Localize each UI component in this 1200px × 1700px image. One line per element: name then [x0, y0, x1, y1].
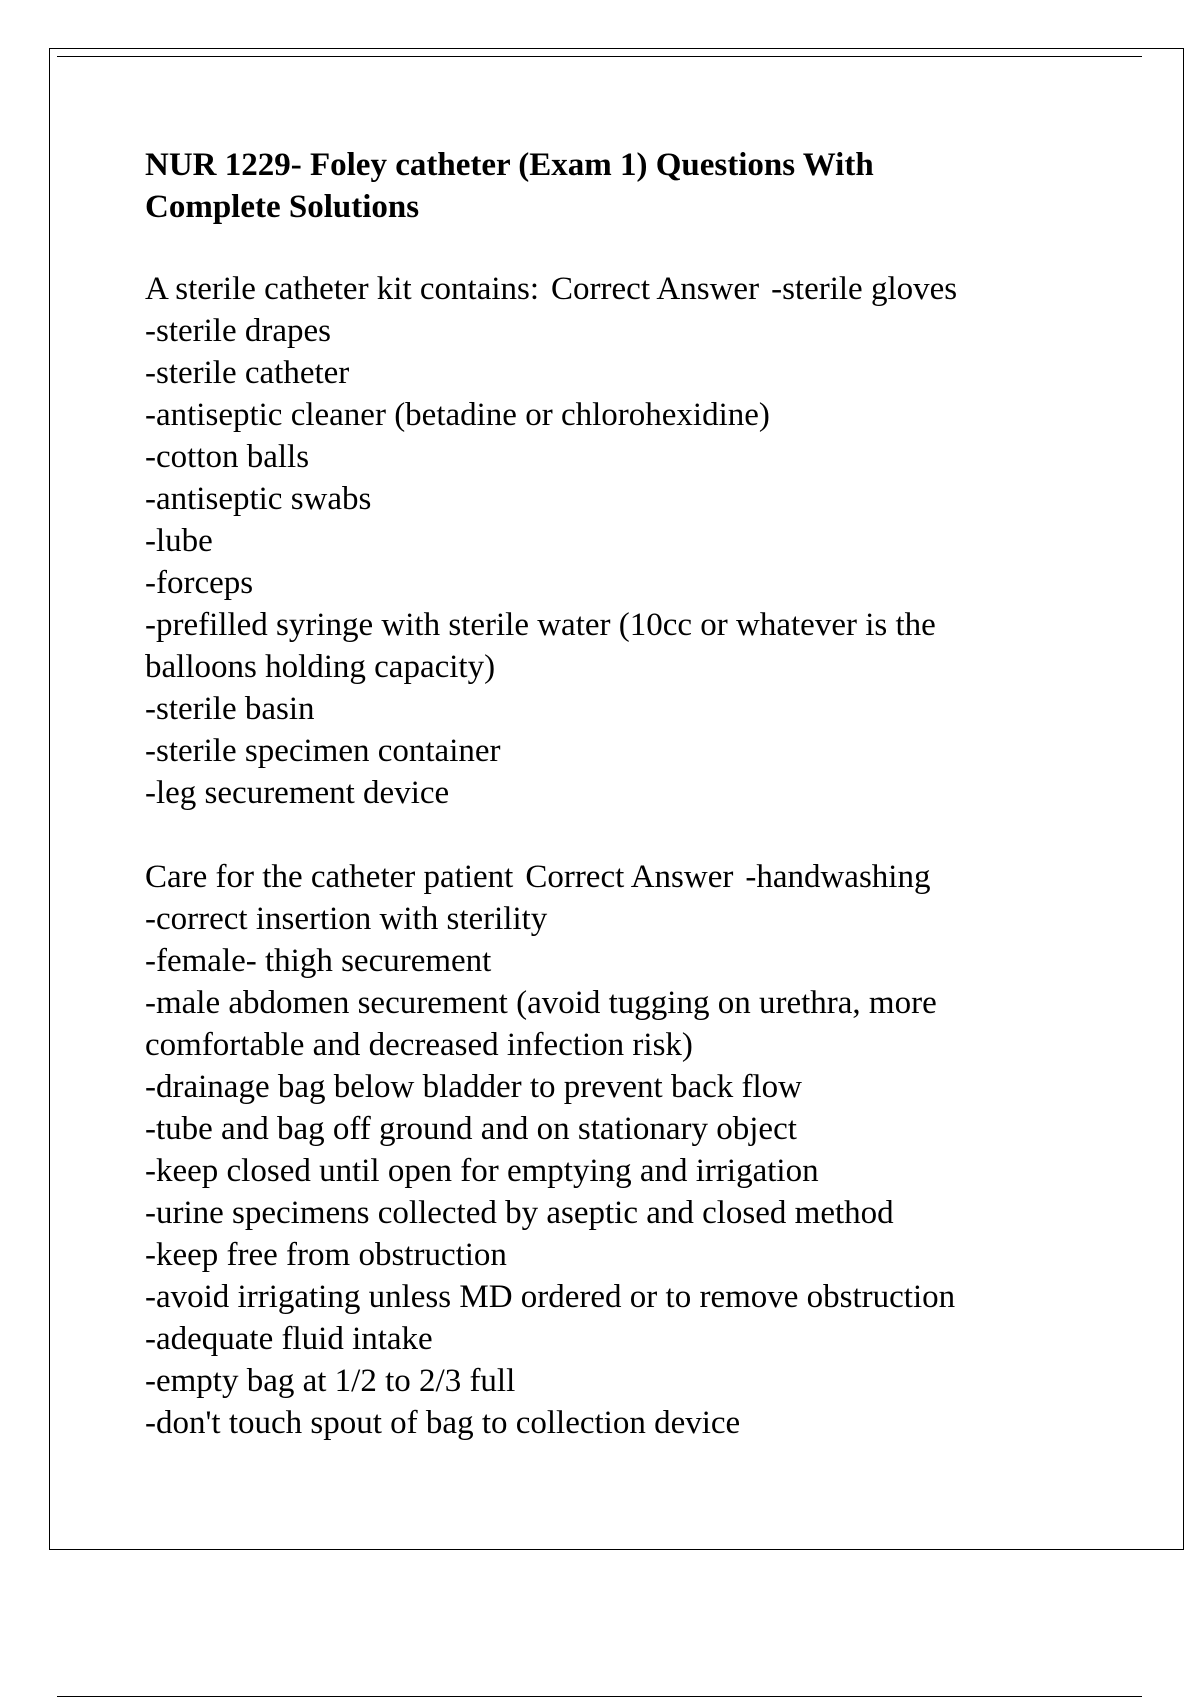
list-item: -drainage bag below bladder to prevent back flow: [145, 1069, 802, 1105]
list-item: -urine specimens collected by aseptic and closed method: [145, 1195, 894, 1231]
list-item: comfortable and decreased infection risk): [145, 1027, 693, 1063]
bottom-rule: [57, 1696, 1142, 1697]
qa-block-2: [145, 856, 1105, 1444]
title-line-1: NUR 1229- Foley catheter (Exam 1) Questions With: [145, 147, 874, 183]
list-item: -male abdomen securement (avoid tugging on urethra, more: [145, 985, 937, 1021]
list-item: -avoid irrigating unless MD ordered or to remove obstruction: [145, 1279, 956, 1315]
list-item: -female- thigh securement: [145, 943, 492, 979]
title-line-2: Complete Solutions: [145, 189, 420, 225]
top-rule: [57, 56, 1142, 57]
list-item: -lube: [145, 523, 213, 559]
list-item: -adequate fluid intake: [145, 1321, 433, 1357]
list-item: -antiseptic cleaner (betadine or chlorohexidine): [145, 397, 770, 433]
list-item: -sterile basin: [145, 691, 315, 727]
list-item: -correct insertion with sterility: [145, 901, 548, 937]
list-item: -cotton balls: [145, 439, 310, 475]
list-item: -sterile specimen container: [145, 733, 501, 769]
question-line: [145, 268, 1105, 310]
list-item: -keep free from obstruction: [145, 1237, 507, 1273]
question-text: Care for the catheter patient: [145, 859, 514, 895]
list-item: -antiseptic swabs: [145, 481, 372, 517]
answer-label: Correct Answer: [551, 271, 760, 307]
list-item: -forceps: [145, 565, 254, 601]
list-item: -don't touch spout of bag to collection device: [145, 1405, 741, 1441]
list-item: -keep closed until open for emptying and irrigation: [145, 1153, 819, 1189]
page-title: [145, 144, 1105, 228]
question-text: A sterile catheter kit contains:: [145, 271, 540, 307]
list-item: -tube and bag off ground and on stationary object: [145, 1111, 797, 1147]
list-item: -sterile catheter: [145, 355, 350, 391]
document-body: [145, 144, 1105, 1444]
list-item: -prefilled syringe with sterile water (10cc or whatever is the: [145, 607, 936, 643]
answer-first-item: -handwashing: [745, 859, 931, 895]
list-item: balloons holding capacity): [145, 649, 496, 685]
question-line: [145, 856, 1105, 898]
list-item: -empty bag at 1/2 to 2/3 full: [145, 1363, 516, 1399]
list-item: -sterile drapes: [145, 313, 331, 349]
answer-first-item: -sterile gloves: [771, 271, 958, 307]
list-item: -leg securement device: [145, 775, 450, 811]
qa-block-1: [145, 268, 1105, 814]
answer-label: Correct Answer: [525, 859, 734, 895]
